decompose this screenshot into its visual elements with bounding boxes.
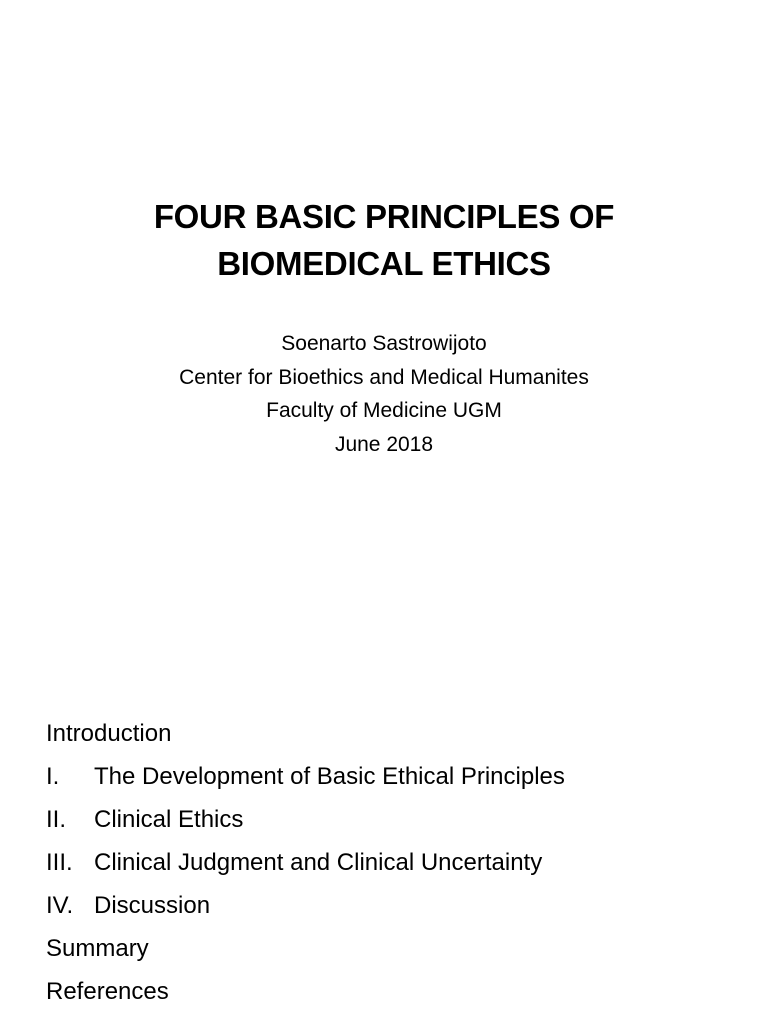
- slide-subtitle: [40, 327, 728, 461]
- outline-item: [46, 884, 746, 927]
- outline-item-label: References: [46, 978, 169, 1005]
- presentation-date: June 2018: [334, 432, 434, 456]
- author-affiliation: Center for Bioethics and Medical Humanites: [179, 365, 589, 389]
- author-faculty: Faculty of Medicine UGM: [266, 399, 502, 422]
- author-name: Soenarto Sastrowijoto: [281, 332, 487, 355]
- slide-title: [40, 193, 728, 287]
- outline-item-label: Introduction: [46, 720, 172, 747]
- outline-item-number: I.: [46, 763, 60, 790]
- outline-item-label: Clinical Ethics: [94, 806, 244, 833]
- outline-item: [46, 798, 746, 841]
- outline-item: [46, 970, 746, 1013]
- outline-item-label: Clinical Judgment and Clinical Uncertainty: [94, 849, 543, 876]
- outline-item: [46, 841, 746, 884]
- outline-list: [46, 712, 746, 1013]
- outline-item-number: III.: [46, 849, 73, 876]
- outline-item-label: Discussion: [94, 892, 211, 919]
- slide-title-line: FOUR BASIC PRINCIPLES OF: [153, 198, 615, 235]
- outline-item: [46, 927, 746, 970]
- outline-item: [46, 712, 746, 755]
- slide-title-line: BIOMEDICAL ETHICS: [217, 245, 551, 282]
- outline-item-number: II.: [46, 806, 67, 833]
- outline-item-number: IV.: [46, 892, 74, 919]
- outline-item-label: The Development of Basic Ethical Principles: [94, 763, 565, 790]
- outline-item-label: Summary: [46, 935, 149, 962]
- outline-item: [46, 755, 746, 798]
